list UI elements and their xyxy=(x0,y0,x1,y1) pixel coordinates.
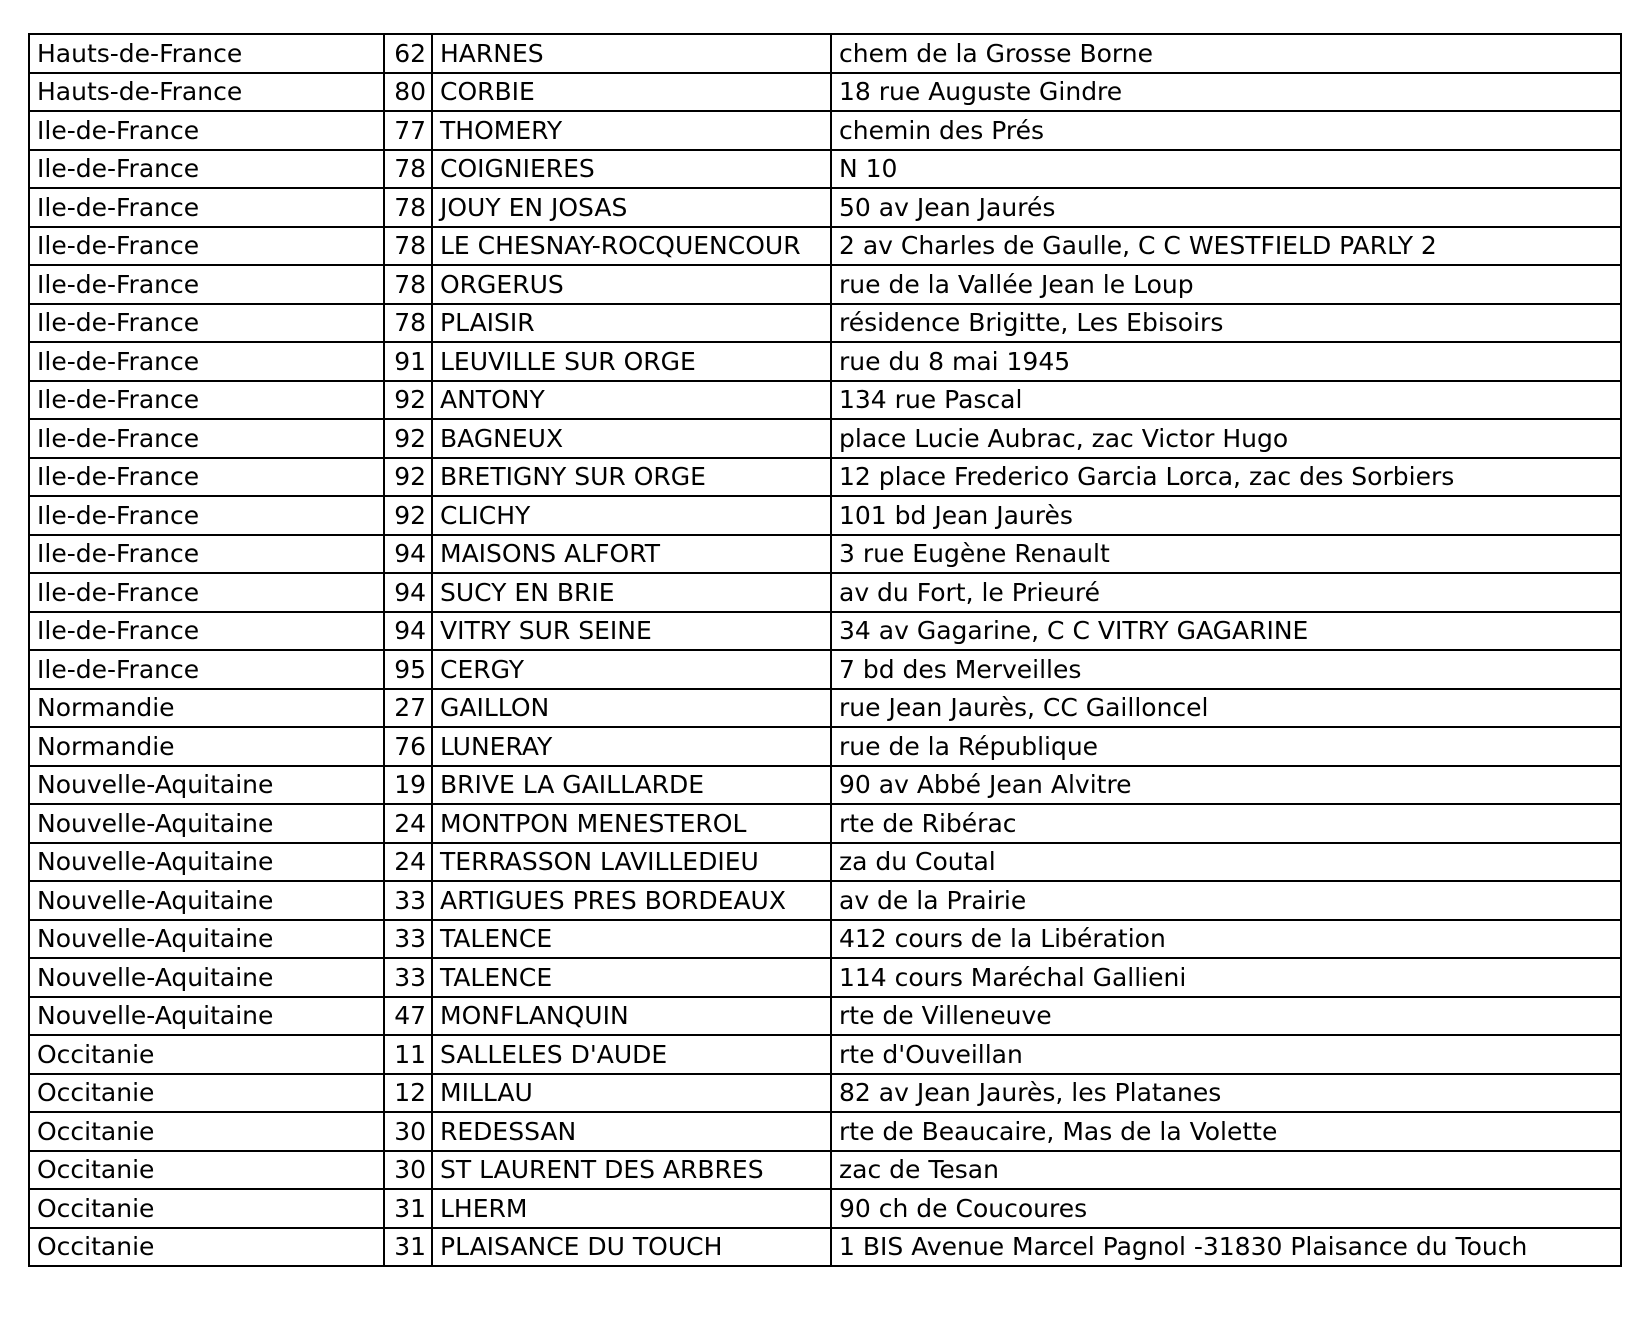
table-row xyxy=(29,727,1621,766)
department-cell: 78 xyxy=(384,265,432,304)
table-row xyxy=(29,843,1621,882)
city-cell: COIGNIERES xyxy=(432,150,831,189)
region-cell: Occitanie xyxy=(29,1112,384,1151)
region-cell: Ile-de-France xyxy=(29,188,384,227)
department-cell: 27 xyxy=(384,689,432,728)
address-cell: 114 cours Maréchal Gallieni xyxy=(831,958,1621,997)
address-cell: 3 rue Eugène Renault xyxy=(831,535,1621,574)
address-cell: 7 bd des Merveilles xyxy=(831,650,1621,689)
city-cell: GAILLON xyxy=(432,689,831,728)
region-cell: Ile-de-France xyxy=(29,150,384,189)
table-row xyxy=(29,958,1621,997)
table-row xyxy=(29,1151,1621,1190)
region-cell: Ile-de-France xyxy=(29,265,384,304)
address-cell: av de la Prairie xyxy=(831,881,1621,920)
department-cell: 78 xyxy=(384,227,432,266)
department-cell: 33 xyxy=(384,920,432,959)
department-cell: 47 xyxy=(384,997,432,1036)
city-cell: MONTPON MENESTEROL xyxy=(432,804,831,843)
address-cell: 2 av Charles de Gaulle, C C WESTFIELD PARLY 2 xyxy=(831,227,1621,266)
department-cell: 11 xyxy=(384,1035,432,1074)
region-cell: Nouvelle-Aquitaine xyxy=(29,920,384,959)
address-cell: place Lucie Aubrac, zac Victor Hugo xyxy=(831,419,1621,458)
table-row xyxy=(29,612,1621,651)
address-cell: 134 rue Pascal xyxy=(831,381,1621,420)
region-cell: Hauts-de-France xyxy=(29,73,384,112)
table-row xyxy=(29,342,1621,381)
table-row xyxy=(29,1074,1621,1113)
address-cell: 12 place Frederico Garcia Lorca, zac des Sorbiers xyxy=(831,458,1621,497)
department-cell: 94 xyxy=(384,612,432,651)
address-cell: rue de la Vallée Jean le Loup xyxy=(831,265,1621,304)
city-cell: CLICHY xyxy=(432,496,831,535)
address-cell: rte d'Ouveillan xyxy=(831,1035,1621,1074)
address-cell: N 10 xyxy=(831,150,1621,189)
department-cell: 30 xyxy=(384,1151,432,1190)
city-cell: TALENCE xyxy=(432,958,831,997)
city-cell: ARTIGUES PRES BORDEAUX xyxy=(432,881,831,920)
city-cell: ST LAURENT DES ARBRES xyxy=(432,1151,831,1190)
table-row xyxy=(29,111,1621,150)
table-row xyxy=(29,1112,1621,1151)
region-cell: Ile-de-France xyxy=(29,381,384,420)
region-cell: Nouvelle-Aquitaine xyxy=(29,958,384,997)
department-cell: 33 xyxy=(384,881,432,920)
region-cell: Ile-de-France xyxy=(29,458,384,497)
region-cell: Ile-de-France xyxy=(29,111,384,150)
address-cell: rte de Beaucaire, Mas de la Volette xyxy=(831,1112,1621,1151)
address-cell: rte de Villeneuve xyxy=(831,997,1621,1036)
address-cell: za du Coutal xyxy=(831,843,1621,882)
address-cell: chem de la Grosse Borne xyxy=(831,34,1621,73)
region-cell: Nouvelle-Aquitaine xyxy=(29,843,384,882)
city-cell: LE CHESNAY-ROCQUENCOUR xyxy=(432,227,831,266)
region-cell: Normandie xyxy=(29,689,384,728)
address-cell: chemin des Prés xyxy=(831,111,1621,150)
address-cell: rue de la République xyxy=(831,727,1621,766)
locations-table xyxy=(28,33,1622,1267)
department-cell: 78 xyxy=(384,150,432,189)
city-cell: LUNERAY xyxy=(432,727,831,766)
city-cell: BRIVE LA GAILLARDE xyxy=(432,766,831,805)
address-cell: 82 av Jean Jaurès, les Platanes xyxy=(831,1074,1621,1113)
region-cell: Ile-de-France xyxy=(29,573,384,612)
region-cell: Nouvelle-Aquitaine xyxy=(29,766,384,805)
city-cell: ORGERUS xyxy=(432,265,831,304)
city-cell: SALLELES D'AUDE xyxy=(432,1035,831,1074)
region-cell: Normandie xyxy=(29,727,384,766)
department-cell: 92 xyxy=(384,496,432,535)
region-cell: Occitanie xyxy=(29,1151,384,1190)
region-cell: Ile-de-France xyxy=(29,535,384,574)
city-cell: BAGNEUX xyxy=(432,419,831,458)
city-cell: MILLAU xyxy=(432,1074,831,1113)
department-cell: 77 xyxy=(384,111,432,150)
department-cell: 92 xyxy=(384,381,432,420)
table-row xyxy=(29,535,1621,574)
department-cell: 94 xyxy=(384,573,432,612)
city-cell: SUCY EN BRIE xyxy=(432,573,831,612)
city-cell: BRETIGNY SUR ORGE xyxy=(432,458,831,497)
table-row xyxy=(29,766,1621,805)
table-row xyxy=(29,689,1621,728)
address-cell: 412 cours de la Libération xyxy=(831,920,1621,959)
region-cell: Ile-de-France xyxy=(29,227,384,266)
address-cell: zac de Tesan xyxy=(831,1151,1621,1190)
region-cell: Hauts-de-France xyxy=(29,34,384,73)
city-cell: REDESSAN xyxy=(432,1112,831,1151)
table-row xyxy=(29,881,1621,920)
department-cell: 94 xyxy=(384,535,432,574)
table-row xyxy=(29,496,1621,535)
region-cell: Occitanie xyxy=(29,1228,384,1267)
table-row xyxy=(29,1035,1621,1074)
table-row xyxy=(29,1228,1621,1267)
region-cell: Occitanie xyxy=(29,1189,384,1228)
city-cell: CERGY xyxy=(432,650,831,689)
table-row xyxy=(29,997,1621,1036)
department-cell: 92 xyxy=(384,419,432,458)
table-row xyxy=(29,650,1621,689)
city-cell: MAISONS ALFORT xyxy=(432,535,831,574)
department-cell: 91 xyxy=(384,342,432,381)
table-row xyxy=(29,227,1621,266)
table-row xyxy=(29,188,1621,227)
table-row xyxy=(29,304,1621,343)
city-cell: TALENCE xyxy=(432,920,831,959)
address-cell: 90 av Abbé Jean Alvitre xyxy=(831,766,1621,805)
address-cell: 1 BIS Avenue Marcel Pagnol -31830 Plaisance du Touch xyxy=(831,1228,1621,1267)
address-cell: 34 av Gagarine, C C VITRY GAGARINE xyxy=(831,612,1621,651)
table-row xyxy=(29,419,1621,458)
address-cell: 50 av Jean Jaurés xyxy=(831,188,1621,227)
city-cell: LHERM xyxy=(432,1189,831,1228)
table-row xyxy=(29,73,1621,112)
city-cell: LEUVILLE SUR ORGE xyxy=(432,342,831,381)
city-cell: CORBIE xyxy=(432,73,831,112)
region-cell: Occitanie xyxy=(29,1035,384,1074)
city-cell: THOMERY xyxy=(432,111,831,150)
city-cell: ANTONY xyxy=(432,381,831,420)
department-cell: 31 xyxy=(384,1228,432,1267)
table-row xyxy=(29,1189,1621,1228)
department-cell: 95 xyxy=(384,650,432,689)
region-cell: Ile-de-France xyxy=(29,342,384,381)
city-cell: TERRASSON LAVILLEDIEU xyxy=(432,843,831,882)
region-cell: Nouvelle-Aquitaine xyxy=(29,997,384,1036)
table-row xyxy=(29,920,1621,959)
address-cell: 90 ch de Coucoures xyxy=(831,1189,1621,1228)
city-cell: MONFLANQUIN xyxy=(432,997,831,1036)
table-row xyxy=(29,34,1621,73)
city-cell: VITRY SUR SEINE xyxy=(432,612,831,651)
department-cell: 33 xyxy=(384,958,432,997)
department-cell: 80 xyxy=(384,73,432,112)
department-cell: 30 xyxy=(384,1112,432,1151)
table-body xyxy=(29,34,1621,1266)
region-cell: Nouvelle-Aquitaine xyxy=(29,881,384,920)
department-cell: 78 xyxy=(384,304,432,343)
department-cell: 24 xyxy=(384,804,432,843)
region-cell: Ile-de-France xyxy=(29,612,384,651)
city-cell: PLAISIR xyxy=(432,304,831,343)
address-cell: av du Fort, le Prieuré xyxy=(831,573,1621,612)
department-cell: 78 xyxy=(384,188,432,227)
department-cell: 31 xyxy=(384,1189,432,1228)
address-cell: rte de Ribérac xyxy=(831,804,1621,843)
region-cell: Ile-de-France xyxy=(29,419,384,458)
region-cell: Ile-de-France xyxy=(29,496,384,535)
address-cell: résidence Brigitte, Les Ebisoirs xyxy=(831,304,1621,343)
address-cell: rue Jean Jaurès, CC Gailloncel xyxy=(831,689,1621,728)
department-cell: 19 xyxy=(384,766,432,805)
table-row xyxy=(29,150,1621,189)
table-row xyxy=(29,265,1621,304)
table-row xyxy=(29,573,1621,612)
city-cell: JOUY EN JOSAS xyxy=(432,188,831,227)
department-cell: 24 xyxy=(384,843,432,882)
address-cell: 18 rue Auguste Gindre xyxy=(831,73,1621,112)
region-cell: Occitanie xyxy=(29,1074,384,1113)
city-cell: PLAISANCE DU TOUCH xyxy=(432,1228,831,1267)
region-cell: Ile-de-France xyxy=(29,650,384,689)
region-cell: Nouvelle-Aquitaine xyxy=(29,804,384,843)
table-row xyxy=(29,804,1621,843)
department-cell: 76 xyxy=(384,727,432,766)
address-cell: 101 bd Jean Jaurès xyxy=(831,496,1621,535)
address-cell: rue du 8 mai 1945 xyxy=(831,342,1621,381)
department-cell: 12 xyxy=(384,1074,432,1113)
department-cell: 92 xyxy=(384,458,432,497)
table-row xyxy=(29,381,1621,420)
department-cell: 62 xyxy=(384,34,432,73)
city-cell: HARNES xyxy=(432,34,831,73)
table-row xyxy=(29,458,1621,497)
region-cell: Ile-de-France xyxy=(29,304,384,343)
